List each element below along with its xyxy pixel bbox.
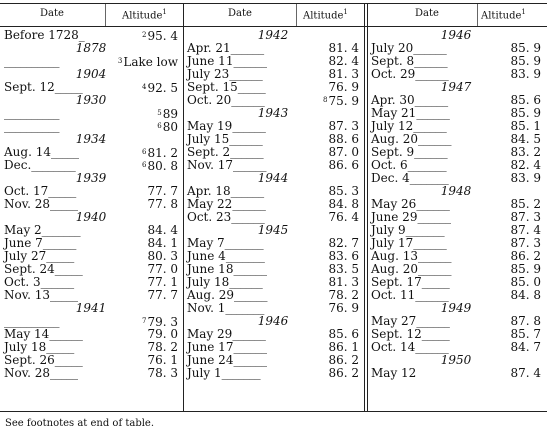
date-cell: June 11______ [187,54,267,68]
year-heading: 1946 [440,28,472,42]
year-heading: 1945 [257,223,289,237]
date-cell: Nov. 17______ [187,158,266,172]
altitude-cell: $^3$Lake low [117,55,178,69]
footnote-marker: 6 [141,148,147,156]
date-cell: Sept. 12_____ [371,327,450,341]
table-column-1 [4,29,178,380]
altitude-cell: $^6$80. 8 [141,159,178,173]
altitude-cell: 87. 3 [328,119,359,133]
column-header-altitude: Altitude$^1$ [122,8,167,22]
altitude-cell: 77. 7 [147,288,178,302]
date-cell: Oct. 14______ [371,340,449,354]
date-cell: Dec. 4_______ [371,171,449,185]
year-heading: 1939 [75,171,107,185]
date-cell: May 12 [371,366,417,380]
altitude-cell: 86. 2 [510,249,541,263]
date-cell: July 18_____ [4,340,74,354]
altitude-cell: 87. 4 [510,366,541,380]
altitude-cell: 83. 5 [328,262,359,276]
altitude-cell: 84. 8 [510,288,541,302]
date-cell: Sept. 8______ [371,54,448,68]
date-cell: July 9_______ [371,223,445,237]
footnote-marker: 2 [141,31,147,39]
altitude-cell: 86. 2 [328,353,359,367]
footnote-marker: 4 [141,83,147,91]
year-heading: 1878 [75,41,107,55]
date-cell: June 18______ [187,262,267,276]
altitude-cell: $^6$81. 2 [141,146,178,160]
footnote-marker: 5 [157,109,162,117]
altitude-cell: 84. 1 [147,236,178,250]
column-header-date: Date [228,8,252,19]
date-cell: Sept. 17_____ [371,275,450,289]
altitude-cell: 85. 9 [510,106,541,120]
year-heading: 1943 [257,106,289,120]
date-cell: __________ [4,54,59,68]
date-cell: Before 1728_ [4,28,85,42]
altitude-cell: 78. 2 [147,340,178,354]
altitude-cell: 85. 2 [510,197,541,211]
date-cell: May 21______ [371,106,450,120]
date-cell: July 12______ [371,119,447,133]
date-cell: Oct. 3______ [4,275,74,289]
altitude-cell: 76. 4 [328,210,359,224]
date-cell: July 18______ [187,275,263,289]
altitude-cell: 87. 3 [510,210,541,224]
altitude-cell: 81. 4 [328,41,359,55]
altitude-cell: 87. 3 [510,236,541,250]
year-heading: 1948 [440,184,472,198]
table-row [4,367,178,380]
year-heading: 1946 [257,314,289,328]
date-cell: May 26______ [371,197,450,211]
altitude-cell: 85. 7 [510,327,541,341]
column-header-altitude: Altitude$^1$ [303,8,348,22]
date-cell: Sept. 12_____ [4,80,83,94]
date-cell: Sept. 24_____ [4,262,83,276]
footnote-marker: 7 [141,317,147,325]
date-cell: June 29______ [371,210,451,224]
date-cell: May 29______ [187,327,266,341]
year-heading: 1941 [75,301,107,315]
date-cell: Oct. 29______ [371,67,449,81]
date-cell: July 1_______ [187,366,261,380]
altitude-cell: 76. 1 [147,353,178,367]
altitude-cell: 84. 8 [328,197,359,211]
column-header-altitude: Altitude$^1$ [481,8,526,22]
altitude-cell: 84. 7 [510,340,541,354]
altitude-cell: 86. 1 [328,340,359,354]
altitude-cell: 87. 4 [510,223,541,237]
footnote-marker: 6 [157,122,162,130]
altitude-cell: 79. 0 [147,327,178,341]
header-divider [296,4,297,26]
header-divider [105,4,106,26]
altitude-cell: $^4$92. 5 [141,81,178,95]
altitude-cell: 81. 3 [328,67,359,81]
date-cell: June 24______ [187,353,267,367]
year-heading: 1934 [75,132,107,146]
date-cell: Aug. 14_____ [4,145,79,159]
altitude-cell: 82. 4 [510,158,541,172]
table-row [371,367,541,380]
altitude-cell: 85. 9 [510,54,541,68]
altitude-cell: 85. 1 [510,119,541,133]
date-cell: Oct. 11______ [371,288,449,302]
date-cell: Sept. 9______ [371,145,448,159]
date-cell: __________ [4,106,59,120]
date-cell: June 7______ [4,236,76,250]
date-cell: Dec.________ [4,158,76,172]
altitude-cell: 83. 6 [328,249,359,263]
footnote: See footnotes at end of table. [5,418,155,429]
year-heading: 1930 [75,93,107,107]
altitude-cell: 85. 3 [328,184,359,198]
altitude-cell: 82. 7 [328,236,359,250]
year-heading: 1947 [440,80,472,94]
altitude-cell: 82. 4 [328,54,359,68]
date-cell: Apr. 21______ [187,41,264,55]
altitude-cell: 76. 9 [328,80,359,94]
column-divider [364,4,365,411]
date-cell: June 4_______ [187,249,265,263]
date-cell: Oct. 20______ [187,93,265,107]
date-cell: Nov. 1_______ [187,301,264,315]
altitude-cell: 77. 0 [147,262,178,276]
altitude-cell: 83. 9 [510,67,541,81]
altitude-cell: 87. 8 [510,314,541,328]
altitude-cell: 86. 6 [328,158,359,172]
date-cell: Nov. 13_____ [4,288,78,302]
year-heading: 1950 [440,353,472,367]
altitude-cell: 78. 3 [147,366,178,380]
altitude-cell: 88. 6 [328,132,359,146]
date-cell: July 23______ [187,67,263,81]
year-heading: 1940 [75,210,107,224]
altitude-cell: $^2$95. 4 [141,29,178,43]
date-cell: Sept. 2______ [187,145,264,159]
date-cell: Apr. 18______ [187,184,264,198]
date-cell: Aug. 29______ [187,288,267,302]
year-heading: 1942 [257,28,289,42]
date-cell: Sept. 26_____ [4,353,83,367]
date-cell: Aug. 20______ [371,132,451,146]
altitude-cell: 81. 3 [328,275,359,289]
date-cell: May 27______ [371,314,450,328]
table-row [187,367,359,380]
date-cell: Aug. 20______ [371,262,451,276]
column-header-date: Date [40,8,64,19]
date-cell: Aug. 13______ [371,249,451,263]
date-cell: Sept. 15_____ [187,80,266,94]
footnote-marker: 3 [117,57,123,65]
altitude-cell: 84. 4 [147,223,178,237]
date-cell: Oct. 23______ [187,210,265,224]
altitude-cell: 76. 9 [328,301,359,315]
date-cell: June 17______ [187,340,267,354]
table-header-row [0,4,547,27]
table-column-2 [187,29,359,380]
header-divider [477,4,478,26]
altitude-cell: 80. 3 [147,249,178,263]
date-cell: May 2_______ [4,223,81,237]
altitude-cell: $^7$79. 3 [141,315,178,329]
year-heading: 1949 [440,301,472,315]
altitude-cell: 85. 9 [510,262,541,276]
altitude-table [0,3,547,412]
altitude-cell: 83. 2 [510,145,541,159]
column-divider [183,4,184,411]
altitude-cell: $^5$89 [157,107,178,121]
date-cell: July 20______ [371,41,447,55]
date-cell: Oct. 6_______ [371,158,447,172]
altitude-cell: 85. 0 [510,275,541,289]
date-cell: May 19______ [187,119,266,133]
date-cell: May 14______ [4,327,83,341]
footnote-marker: 8 [322,96,328,104]
date-cell: Apr. 30______ [371,93,448,107]
date-cell: __________ [4,314,59,328]
date-cell: July 15______ [187,132,263,146]
date-cell: Nov. 28_____ [4,366,78,380]
altitude-cell: 77. 7 [147,184,178,198]
column-divider [367,4,368,411]
altitude-cell: 85. 6 [510,93,541,107]
year-heading: 1944 [257,171,289,185]
altitude-cell: 77. 8 [147,197,178,211]
table-column-3 [371,29,541,380]
column-header-date: Date [415,8,439,19]
date-cell: Nov. 28_____ [4,197,78,211]
date-cell: __________ [4,119,59,133]
altitude-cell: 87. 0 [328,145,359,159]
date-cell: May 22______ [187,197,266,211]
date-cell: May 7_______ [187,236,264,250]
date-cell: July 17______ [371,236,447,250]
footnote-marker: 6 [141,161,147,169]
altitude-cell: 85. 9 [510,41,541,55]
altitude-cell: 86. 2 [328,366,359,380]
altitude-cell: 78. 2 [328,288,359,302]
date-cell: July 27_____ [4,249,74,263]
year-heading: 1904 [75,67,107,81]
altitude-cell: $^8$75. 9 [322,94,359,108]
altitude-cell: $^6$80 [157,120,178,134]
altitude-cell: 84. 5 [510,132,541,146]
altitude-cell: 77. 1 [147,275,178,289]
altitude-cell: 85. 6 [328,327,359,341]
date-cell: Oct. 17_____ [4,184,76,198]
altitude-cell: 83. 9 [510,171,541,185]
